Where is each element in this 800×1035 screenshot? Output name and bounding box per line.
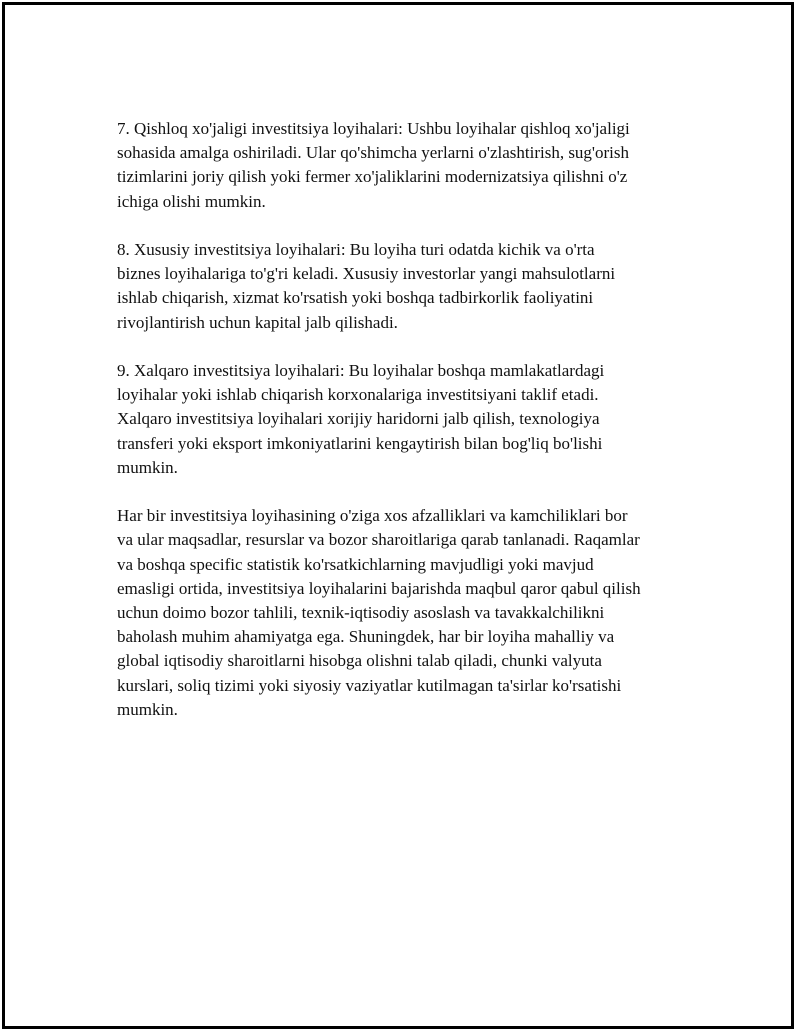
text-line: global iqtisodiy sharoitlarni hisobga olishni talab qiladi, chunki valyuta: [117, 651, 602, 671]
text-line: va boshqa specific statistik ko'rsatkichlarning mavjudligi yoki mavjud: [117, 554, 594, 574]
text-line: baholash muhim ahamiyatga ega. Shuningdek, har bir loyiha mahalliy va: [117, 627, 615, 647]
text-line: uchun doimo bozor tahlili, texnik-iqtisodiy asoslash va tavakkalchilikni: [117, 603, 605, 623]
text-line: tizimlarini joriy qilish yoki fermer xo'jaliklarini modernizatsiya qilishni o'z: [117, 167, 628, 187]
text-line: mumkin.: [117, 457, 178, 477]
text-line: va ular maqsadlar, resurslar va bozor sharoitlariga qarab tanlanadi. Raqamlar: [117, 530, 640, 550]
text-line: 7. Qishloq xo'jaligi investitsiya loyihalari: Ushbu loyihalar qishloq xo'jaligi: [117, 119, 630, 138]
text-line: loyihalar yoki ishlab chiqarish korxonalariga investitsiyani taklif etadi.: [117, 385, 599, 405]
text-line: emasligi ortida, investitsiya loyihalarini bajarishda maqbul qaror qabul qilish: [117, 578, 641, 598]
text-line: 8. Xususiy investitsiya loyihalari: Bu loyiha turi odatda kichik va o'rta: [117, 240, 595, 259]
text-line: biznes loyihalariga to'g'ri keladi. Xususiy investorlar yangi mahsulotlarni: [117, 264, 616, 284]
text-line: ishlab chiqarish, xizmat ko'rsatish yoki boshqa tadbirkorlik faoliyatini: [117, 288, 594, 308]
text-line: rivojlantirish uchun kapital jalb qilishadi.: [117, 312, 398, 332]
text-line: Xalqaro investitsiya loyihalari xorijiy haridorni jalb qilish, texnologiya: [117, 409, 600, 429]
paragraph-international-projects: [117, 359, 692, 480]
text-line: sohasida amalga oshiriladi. Ular qo'shimcha yerlarni o'zlashtirish, sug'orish: [117, 143, 629, 163]
paragraph-agricultural-projects: [117, 117, 692, 214]
document-body: [117, 117, 692, 746]
text-line: ichiga olishi mumkin.: [117, 191, 266, 211]
text-line: kurslari, soliq tizimi yoki siyosiy vaziyatlar kutilmagan ta'sirlar ko'rsatishi: [117, 675, 622, 695]
paragraph-summary: [117, 504, 692, 722]
text-line: Har bir investitsiya loyihasining o'ziga xos afzalliklari va kamchiliklari bor: [117, 506, 628, 526]
text-line: 9. Xalqaro investitsiya loyihalari: Bu loyihalar boshqa mamlakatlardagi: [117, 361, 605, 380]
paragraph-private-projects: [117, 238, 692, 335]
text-line: mumkin.: [117, 699, 178, 719]
text-line: transferi yoki eksport imkoniyatlarini kengaytirish bilan bog'liq bo'lishi: [117, 433, 603, 453]
